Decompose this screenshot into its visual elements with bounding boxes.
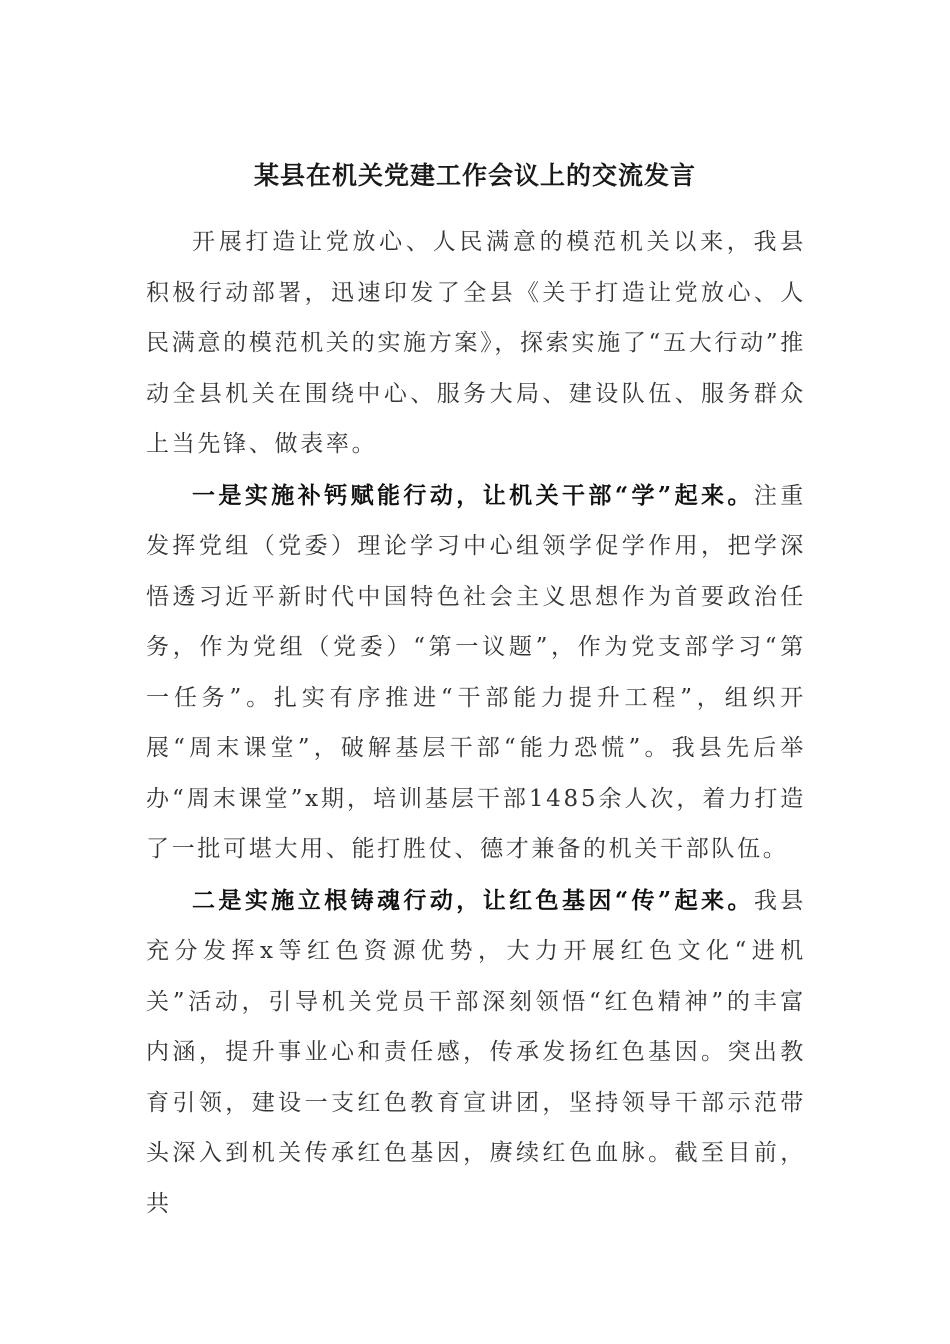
- paragraph-text: 注重发挥党组（党委）理论学习中心组领学促学作用，把学深悟透习近平新时代中国特色社会主义思想作为首要政治任务，作为党组（党委）“第一议题”，作为党支部学习“第一任务”。扎实有序推进“干部能力提升工程”，组织开展“周末课堂”，破解基层干部“能力恐慌”。我县先后举办“周末课堂”x期，培训基层干部1485余人次，着力打造了一批可堪大用、能打胜仗、德才兼备的机关干部队伍。: [146, 482, 807, 862]
- paragraph-text: 开展打造让党放心、人民满意的模范机关以来，我县积极行动部署，迅速印发了全县《关于打造让党放心、人民满意的模范机关的实施方案》，探索实施了“五大行动”推动全县机关在围绕中心、服务大局、建设队伍、服务群众上当先锋、做表率。: [146, 229, 806, 457]
- paragraph-heading: 一是实施补钙赋能行动，让机关干部“学”起来。: [192, 481, 754, 509]
- paragraph-heading: 二是实施立根铸魂行动，让红色基因“传”起来。: [192, 886, 754, 914]
- paragraph-point-two: [146, 876, 806, 1230]
- paragraph-intro: [146, 217, 806, 470]
- document-title: 某县在机关党建工作会议上的交流发言: [253, 161, 696, 190]
- document-body: [146, 217, 806, 1230]
- paragraph-text: 我县充分发挥x等红色资源优势，大力开展红色文化“进机关”活动，引导机关党员干部深刻领悟“红色精神”的丰富内涵，提升事业心和责任感，传承发扬红色基因。突出教育引领，建设一支红色教育宣讲团，坚持领导干部示范带头深入到机关传承红色基因，赓续红色血脉。截至目前，共: [146, 887, 807, 1217]
- paragraph-point-one: [146, 471, 806, 875]
